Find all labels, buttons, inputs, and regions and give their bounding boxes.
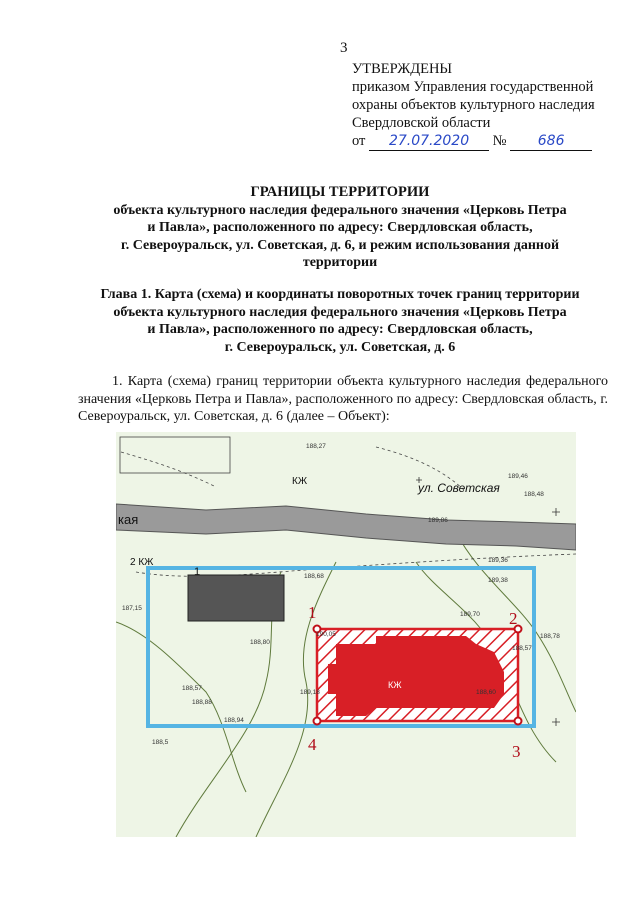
point-label-3: 3 [512, 742, 521, 761]
elevation-mark: 188,60 [476, 689, 496, 696]
elevation-mark: 188,57 [182, 685, 202, 692]
elevation-mark: 188,78 [540, 633, 560, 640]
elevation-mark: 189,36 [488, 557, 508, 564]
document-title [70, 184, 610, 272]
point-label-2: 2 [509, 609, 518, 628]
elevation-mark: 188,68 [304, 573, 324, 580]
body-paragraph: 1. Карта (схема) границ территории объекта культурного наследия федерального значения «Церковь Петра и Павла», расположенного по адресу: Свердловская область, г. Североуральск, ул. Советская, д. 6 (далее – Объект): [78, 374, 608, 424]
number-prefix: № [492, 133, 507, 149]
elevation-mark: 188,48 [524, 491, 544, 498]
chapter-line: объекта культурного наследия федерального значения «Церковь Петра [113, 304, 567, 320]
title-line: г. Североуральск, ул. Советская, д. 6, и режим использования данной [120, 237, 560, 253]
title-line: ГРАНИЦЫ ТЕРРИТОРИИ [250, 184, 430, 200]
title-line: и Павла», расположенного по адресу: Свердловская область, [147, 220, 533, 235]
territory-map [116, 432, 576, 837]
street-label: ул. Советская [418, 481, 500, 495]
title-line: территории [302, 255, 378, 270]
chapter-heading [70, 286, 610, 356]
building-number: 1 [194, 566, 201, 578]
approval-heading: УТВЕРЖДЕНЫ [352, 61, 453, 77]
elevation-mark: 188,27 [306, 443, 326, 450]
kzh-label-building: КЖ [388, 680, 402, 690]
date-value: 27.07.2020 [369, 132, 489, 151]
chapter-line: г. Североуральск, ул. Советская, д. 6 [224, 339, 456, 355]
church-footprint [328, 636, 504, 716]
elevation-mark: 190,05 [316, 631, 336, 638]
street-label-left: кая [118, 512, 139, 527]
point-marker-4 [314, 718, 321, 725]
chapter-line: и Павла», расположенного по адресу: Свердловская область, [147, 322, 533, 337]
order-number: 686 [510, 132, 592, 151]
neighbor-building [188, 575, 284, 621]
approval-line: охраны объектов культурного наследия [352, 97, 595, 113]
approval-stamp [352, 60, 622, 151]
elevation-mark: 188,57 [512, 645, 532, 652]
elevation-mark: 188,80 [250, 639, 270, 646]
elevation-mark: 189,18 [300, 689, 320, 696]
elevation-mark: 188,88 [192, 699, 212, 706]
approval-line: Свердловской области [352, 115, 491, 131]
kzh-label-left: 2 КЖ [130, 557, 154, 568]
point-label-4: 4 [308, 735, 317, 754]
page-number: 3 [340, 40, 348, 56]
title-line: объекта культурного наследия федерального значения «Церковь Петра [113, 202, 567, 218]
chapter-line: Глава 1. Карта (схема) и координаты поворотных точек границ территории [100, 287, 580, 302]
approval-date-row [352, 132, 622, 151]
elevation-mark: 188,5 [152, 739, 169, 746]
point-marker-3 [515, 718, 522, 725]
date-prefix: от [352, 133, 366, 149]
kzh-label-top: КЖ [292, 476, 308, 487]
elevation-mark: 189,86 [428, 517, 448, 524]
approval-line: приказом Управления государственной [352, 79, 594, 95]
elevation-mark: 189,46 [508, 473, 528, 480]
elevation-mark: 187,15 [122, 605, 142, 612]
elevation-mark: 188,94 [224, 717, 244, 724]
point-label-1: 1 [308, 603, 317, 622]
elevation-mark: 189,38 [488, 577, 508, 584]
elevation-mark: 189,70 [460, 611, 480, 618]
